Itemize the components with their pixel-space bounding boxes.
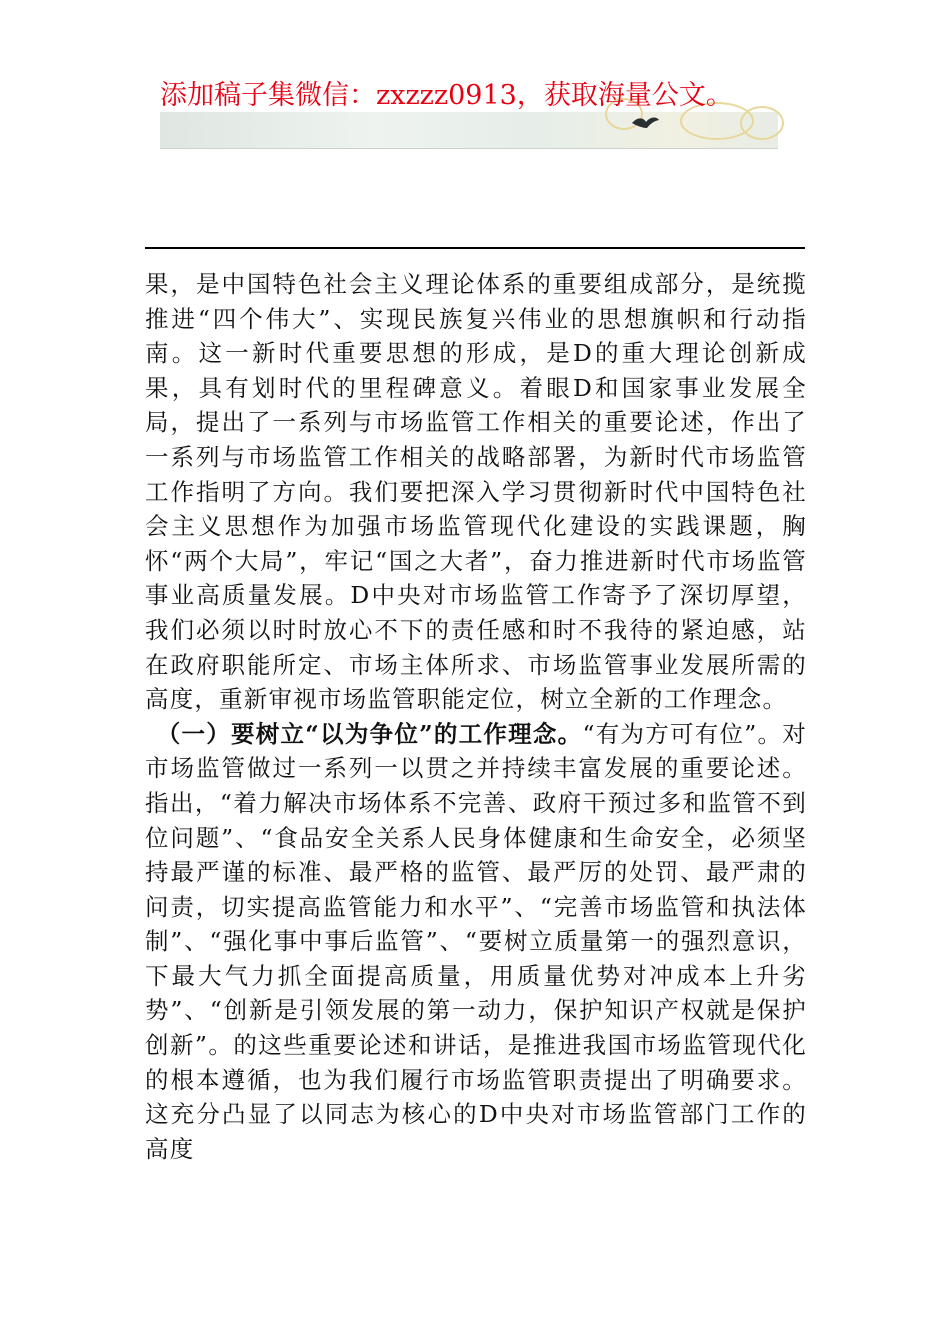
banner-swirl-decoration	[740, 106, 784, 140]
header-divider	[145, 247, 805, 249]
bird-icon	[630, 114, 660, 132]
section-heading: （一）要树立“以为争位”的工作理念。	[156, 719, 583, 748]
promo-banner-text: 添加稿子集微信：zxzzz0913，获取海量公文。	[160, 80, 733, 111]
header-banner-image	[160, 112, 778, 149]
document-body	[145, 267, 807, 1166]
body-paragraph	[145, 717, 807, 1167]
body-paragraph: 果，是中国特色社会主义理论体系的重要组成部分，是统揽推进“四个伟大”、实现民族复兴伟业的思想旗帜和行动指南。这一新时代重要思想的形成，是D的重大理论创新成果，具有划时代的里程碑意义。着眼D和国家事业发展全局，提出了一系列与市场监管工作相关的重要论述，作出了一系列与市场监管工作相关的战略部署，为新时代市场监管工作指明了方向。我们要把深入学习贯彻新时代中国特色社会主义思想作为加强市场监管现代化建设的实践课题，胸怀“两个大局”，牢记“国之大者”，奋力推进新时代市场监管事业高质量发展。D中央对市场监管工作寄予了深切厚望，我们必须以时时放心不下的责任感和时不我待的紧迫感，站在政府职能所定、市场主体所求、市场监管事业发展所需的高度，重新审视市场监管职能定位，树立全新的工作理念。	[145, 270, 807, 714]
section-text: “有为方可有位”。对市场监管做过一系列一以贯之并持续丰富发展的重要论述。指出，“着力解决市场体系不完善、政府干预过多和监管不到位问题”、“食品安全关系人民身体健康和生命安全，必须坚持最严谨的标准、最严格的监管、最严厉的处罚、最严肃的问责，切实提高监管能力和水平”、“完善市场监管和执法体制”、“强化事中事后监管”、“要树立质量第一的强烈意识，下最大气力抓全面提高质量，用质量优势对冲成本上升劣势”、“创新是引领发展的第一动力，保护知识产权就是保护创新”。的这些重要论述和讲话，是推进我国市场监管现代化的根本遵循，也为我们履行市场监管职责提出了明确要求。这充分凸显了以同志为核心的D中央对市场监管部门工作的高度	[145, 719, 807, 1163]
